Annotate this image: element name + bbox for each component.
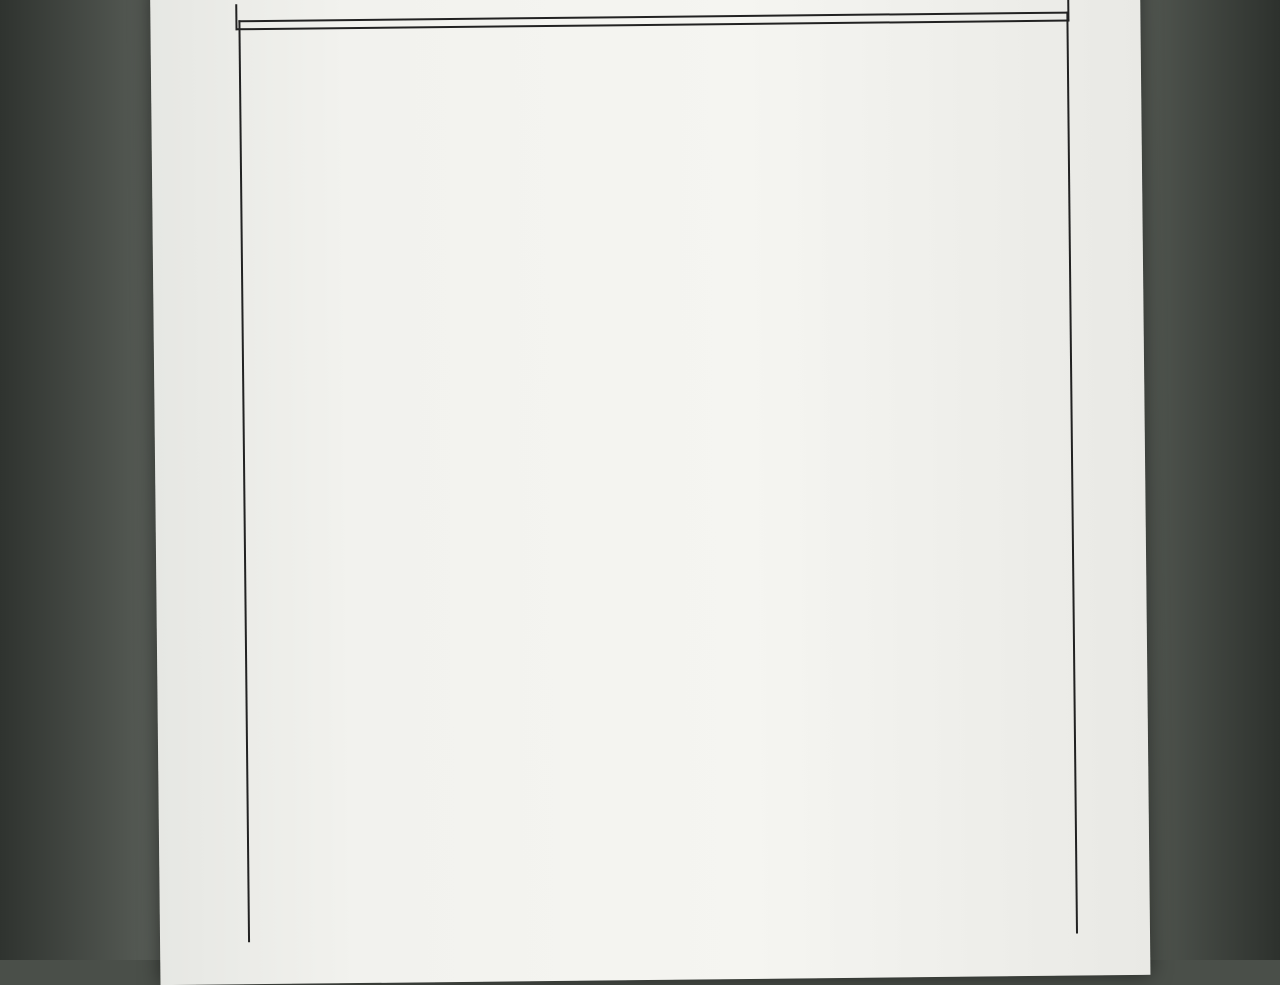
checklist-paper xyxy=(150,0,1150,985)
form-frame xyxy=(238,12,1078,943)
